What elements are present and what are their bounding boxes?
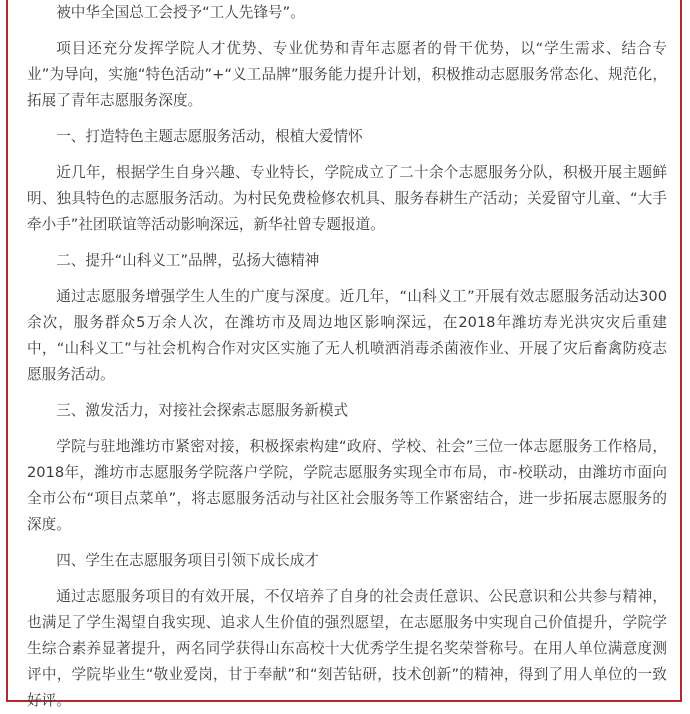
- article-body: [27, 0, 667, 714]
- section-heading-4: 四、学生在志愿服务项目引领下成长成才: [56, 552, 319, 569]
- section-heading-3: 三、激发活力，对接社会探索志愿服务新模式: [56, 402, 349, 419]
- paragraph-project-overview: 项目还充分发挥学院人才优势、专业优势和青年志愿者的骨干优势，以“学生需求、结合专业”为导向，实施“特色活动”+“义工品牌”服务能力提升计划，积极推动志愿服务常态化、规范化，拓展了青年志愿服务深度。: [27, 40, 667, 109]
- paragraph-section-2: 通过志愿服务增强学生人生的广度与深度。近几年，“山科义工”开展有效志愿服务活动达300余次，服务群众5万余人次，在潍坊市及周边地区影响深远，在2018年潍坊寿光洪灾灾后重建中，“山科义工”与社会机构合作对灾区实施了无人机喷洒消毒杀菌液作业、开展了灾后畜禽防疫志愿服务活动。: [27, 288, 667, 383]
- paragraph-section-1: 近几年，根据学生自身兴趣、专业特长，学院成立了二十余个志愿服务分队，积极开展主题鲜明、独具特色的志愿服务活动。为村民免费检修农机具、服务春耕生产活动；关爱留守儿童、“大手牵小手”社团联谊等活动影响深远，新华社曾专题报道。: [27, 164, 667, 233]
- section-heading-2: 二、提升“山科义工”品牌，弘扬大德精神: [56, 252, 320, 269]
- section-heading-1: 一、打造特色主题志愿服务活动，根植大爱情怀: [56, 128, 363, 145]
- paragraph-section-3: 学院与驻地潍坊市紧密对接，积极探索构建“政府、学校、社会”三位一体志愿服务工作格局，2018年，潍坊市志愿服务学院落户学院，学院志愿服务实现全市布局，市-校联动，由潍坊市面向全市公布“项目点菜单”，将志愿服务活动与社区社会服务等工作紧密结合，进一步拓展志愿服务的深度。: [27, 438, 667, 533]
- paragraph-intro-end: 被中华全国总工会授予“工人先锋号”。: [56, 4, 305, 21]
- paragraph-section-4: 通过志愿服务项目的有效开展，不仅培养了自身的社会责任意识、公民意识和公共参与精神，也满足了学生渴望自我实现、追求人生价值的强烈愿望，在志愿服务中实现自己价值提升，学院学生综合素养显著提升，两名同学获得山东高校十大优秀学生提名奖荣誉称号。在用人单位满意度测评中，学院毕业生“敬业爱岗，甘于奉献”和“刻苦钻研，技术创新”的精神，得到了用人单位的一致好评。: [27, 588, 667, 709]
